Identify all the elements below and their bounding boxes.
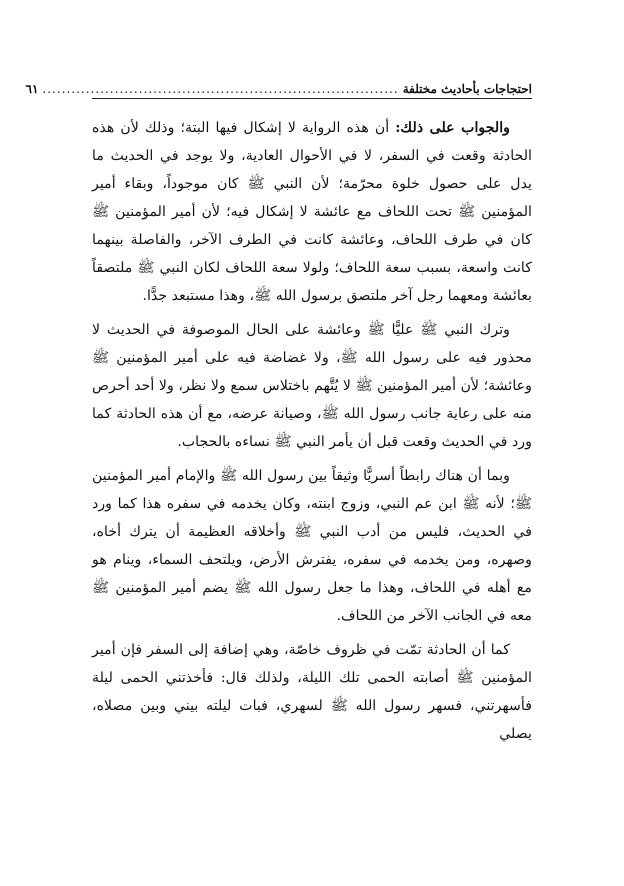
paragraph-text: وبما أن هناك رابطاً أسريًّا وثيقاً بين رسول الله ﷺ والإمام أمير المؤمنين ﷺ؛ لأنه ﷺ ابن عم النبي، وزوج ابنته، وكان يخدمه في سفره هذا كما ورد في الحديث، فليس من أدب النبي ﷺ وأخلاقه العظيمة أن يترك أخاه، وصهره، ومن يخدمه في سفره، يفترش الأرض، ويلتحف السماء، وينام هو مع أهله في اللحاف، وهذا ما جعل رسول الله ﷺ يضم أمير المؤمنين ﷺ معه في الجانب الآخر من اللحاف.: [92, 468, 532, 624]
running-title: احتجاجات بأحاديث مختلفة: [402, 82, 532, 96]
paragraph-text: كما أن الحادثة تمّت في ظروف خاصّة، وهي إضافة إلى السفر فإن أمير المؤمنين ﷺ أصابته الحمى تلك الليلة، ولذلك قال: فأخذتني الحمى ليلة فأسهرتني، فسهر رسول الله ﷺ لسهري، فبات ليلته بيني وبين مصلاه، يصلي: [92, 642, 532, 742]
page-body: [92, 114, 532, 866]
paragraph-text: وترك النبي ﷺ عليًّا ﷺ وعائشة على الحال الموصوفة في الحديث لا محذور فيه على رسول الله ﷺ، ولا غضاضة فيه على أمير المؤمنين ﷺ وعائشة؛ لأن أمير المؤمنين ﷺ لا يُتَّهم باختلاس سمع ولا نظر، ولا أحد أحرص منه على رعاية جانب رسول الله ﷺ، وصيانة عرضه، مع أن هذه الحادثة كما ورد في الحديث وقعت قبل أن يأمر النبي ﷺ نساءه بالحجاب.: [92, 322, 532, 450]
leader-dots: ..........................................................................: [42, 82, 399, 96]
page-header: [25, 74, 532, 99]
paragraph: [92, 316, 532, 456]
paragraph: [92, 462, 532, 630]
page-number: ٦١: [25, 82, 39, 96]
paragraph-answer: [92, 114, 532, 310]
paragraph: [92, 636, 532, 748]
paragraph-text: أن هذه الرواية لا إشكال فيها البتة؛ وذلك لأن هذه الحادثة وقعت في السفر، لا في الأحوال العادية، ولا يوجد في الحديث ما يدل على حصول خلوة محرّمة؛ لأن النبي ﷺ كان موجوداً، وبقاء أمير المؤمنين ﷺ تحت اللحاف مع عائشة لا إشكال فيه؛ لأن أمير المؤمنين ﷺ كان في طرف اللحاف، وعائشة كانت في الطرف الآخر، والفاصلة بينهما كانت واسعة، بسبب سعة اللحاف؛ ولولا سعة اللحاف لكان النبي ﷺ ملتصقاً بعائشة ومعهما رجل آخر ملتصق برسول الله ﷺ، وهذا مستبعد جدًّا.: [92, 120, 532, 304]
paragraph-lead: والجواب على ذلك:: [395, 120, 510, 136]
